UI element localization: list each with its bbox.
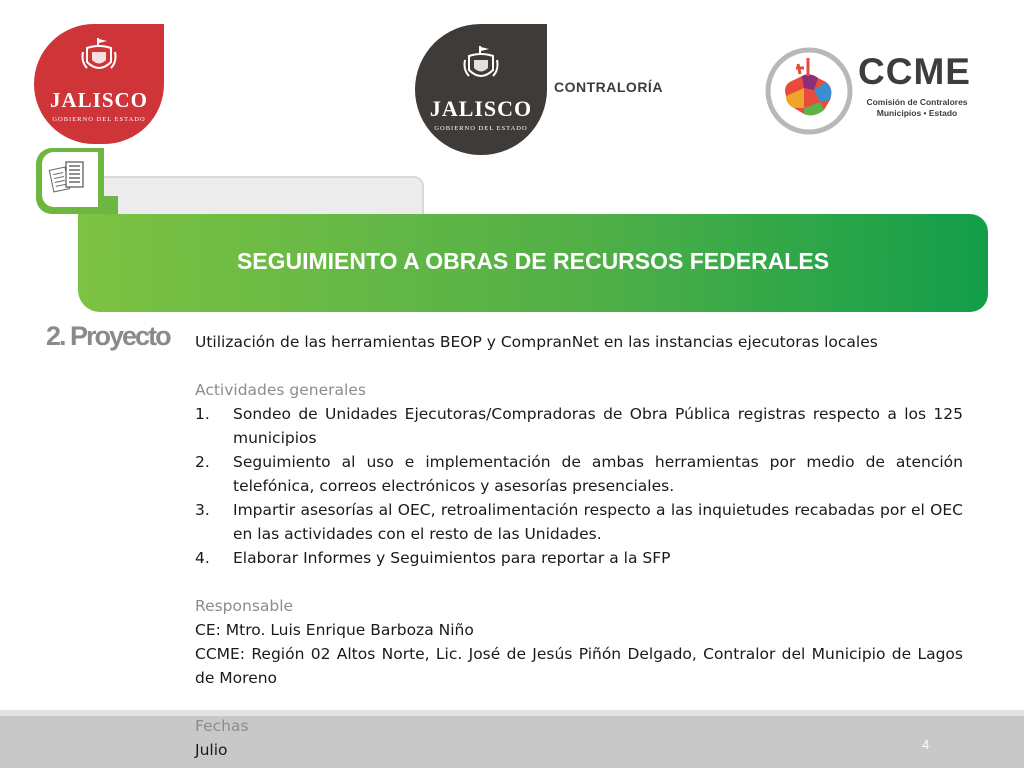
jalisco-wordmark: JALISCO bbox=[429, 96, 533, 121]
list-item bbox=[195, 546, 963, 570]
list-item bbox=[195, 450, 963, 498]
list-item-number: 4. bbox=[195, 549, 210, 567]
activities-heading: Actividades generales bbox=[195, 381, 366, 399]
banner-title: SEGUIMIENTO A OBRAS DE RECURSOS FEDERALES bbox=[236, 248, 830, 274]
list-item-number: 3. bbox=[195, 501, 210, 519]
ccme-subtitle-line2: Municipios • Estado bbox=[876, 108, 958, 118]
project-intro: Utilización de las herramientas BEOP y CompranNet en las instancias ejecutoras locales bbox=[195, 333, 878, 351]
page-number: 4 bbox=[922, 737, 930, 752]
jalisco-logo-dark bbox=[415, 24, 547, 155]
list-item-number: 1. bbox=[195, 405, 210, 423]
gray-tab-decoration bbox=[100, 176, 424, 218]
jalisco-wordmark: JALISCO bbox=[49, 88, 149, 112]
ccme-wordmark: CCME bbox=[858, 51, 971, 92]
contraloria-label: CONTRALORÍA bbox=[554, 79, 663, 95]
section-label: 2. Proyecto bbox=[46, 321, 170, 351]
jalisco-subtitle: GOBIERNO DEL ESTADO bbox=[52, 116, 146, 123]
jalisco-logo-red bbox=[34, 24, 164, 144]
jalisco-subtitle: GOBIERNO DEL ESTADO bbox=[434, 125, 528, 132]
responsible-ce: CE: Mtro. Luis Enrique Barboza Niño bbox=[195, 621, 474, 639]
ccme-map-logo-icon bbox=[764, 46, 854, 136]
list-item-text: Sondeo de Unidades Ejecutoras/Compradoras de Obra Pública registras respecto a los 125 municipios bbox=[233, 405, 963, 447]
list-item-number: 2. bbox=[195, 453, 210, 471]
ccme-subtitle-line1: Comisión de Contralores bbox=[866, 97, 968, 107]
document-tab-inner bbox=[42, 152, 98, 207]
list-item bbox=[195, 498, 963, 546]
title-banner bbox=[78, 214, 988, 312]
document-stack-icon bbox=[42, 152, 98, 207]
dates-value: Julio bbox=[195, 741, 228, 759]
activities-list bbox=[195, 402, 963, 570]
responsible-ccme: CCME: Región 02 Altos Norte, Lic. José de Jesús Piñón Delgado, Contralor del Municipio de Lagos de Moreno bbox=[195, 645, 963, 687]
dates-heading: Fechas bbox=[195, 717, 249, 735]
ccme-subtitle bbox=[862, 97, 972, 119]
coat-of-arms-icon bbox=[81, 38, 117, 76]
list-item bbox=[195, 402, 963, 450]
coat-of-arms-icon bbox=[463, 46, 499, 84]
responsible-heading: Responsable bbox=[195, 597, 294, 615]
project-content bbox=[195, 330, 963, 762]
list-item-text: Elaborar Informes y Seguimientos para reportar a la SFP bbox=[233, 549, 671, 567]
list-item-text: Seguimiento al uso e implementación de ambas herramientas por medio de atención telefónica, correos electrónicos y asesorías presenciales. bbox=[233, 453, 963, 495]
list-item-text: Impartir asesorías al OEC, retroalimentación respecto a las inquietudes recabadas por el OEC en las actividades con el resto de las Unidades. bbox=[233, 501, 963, 543]
